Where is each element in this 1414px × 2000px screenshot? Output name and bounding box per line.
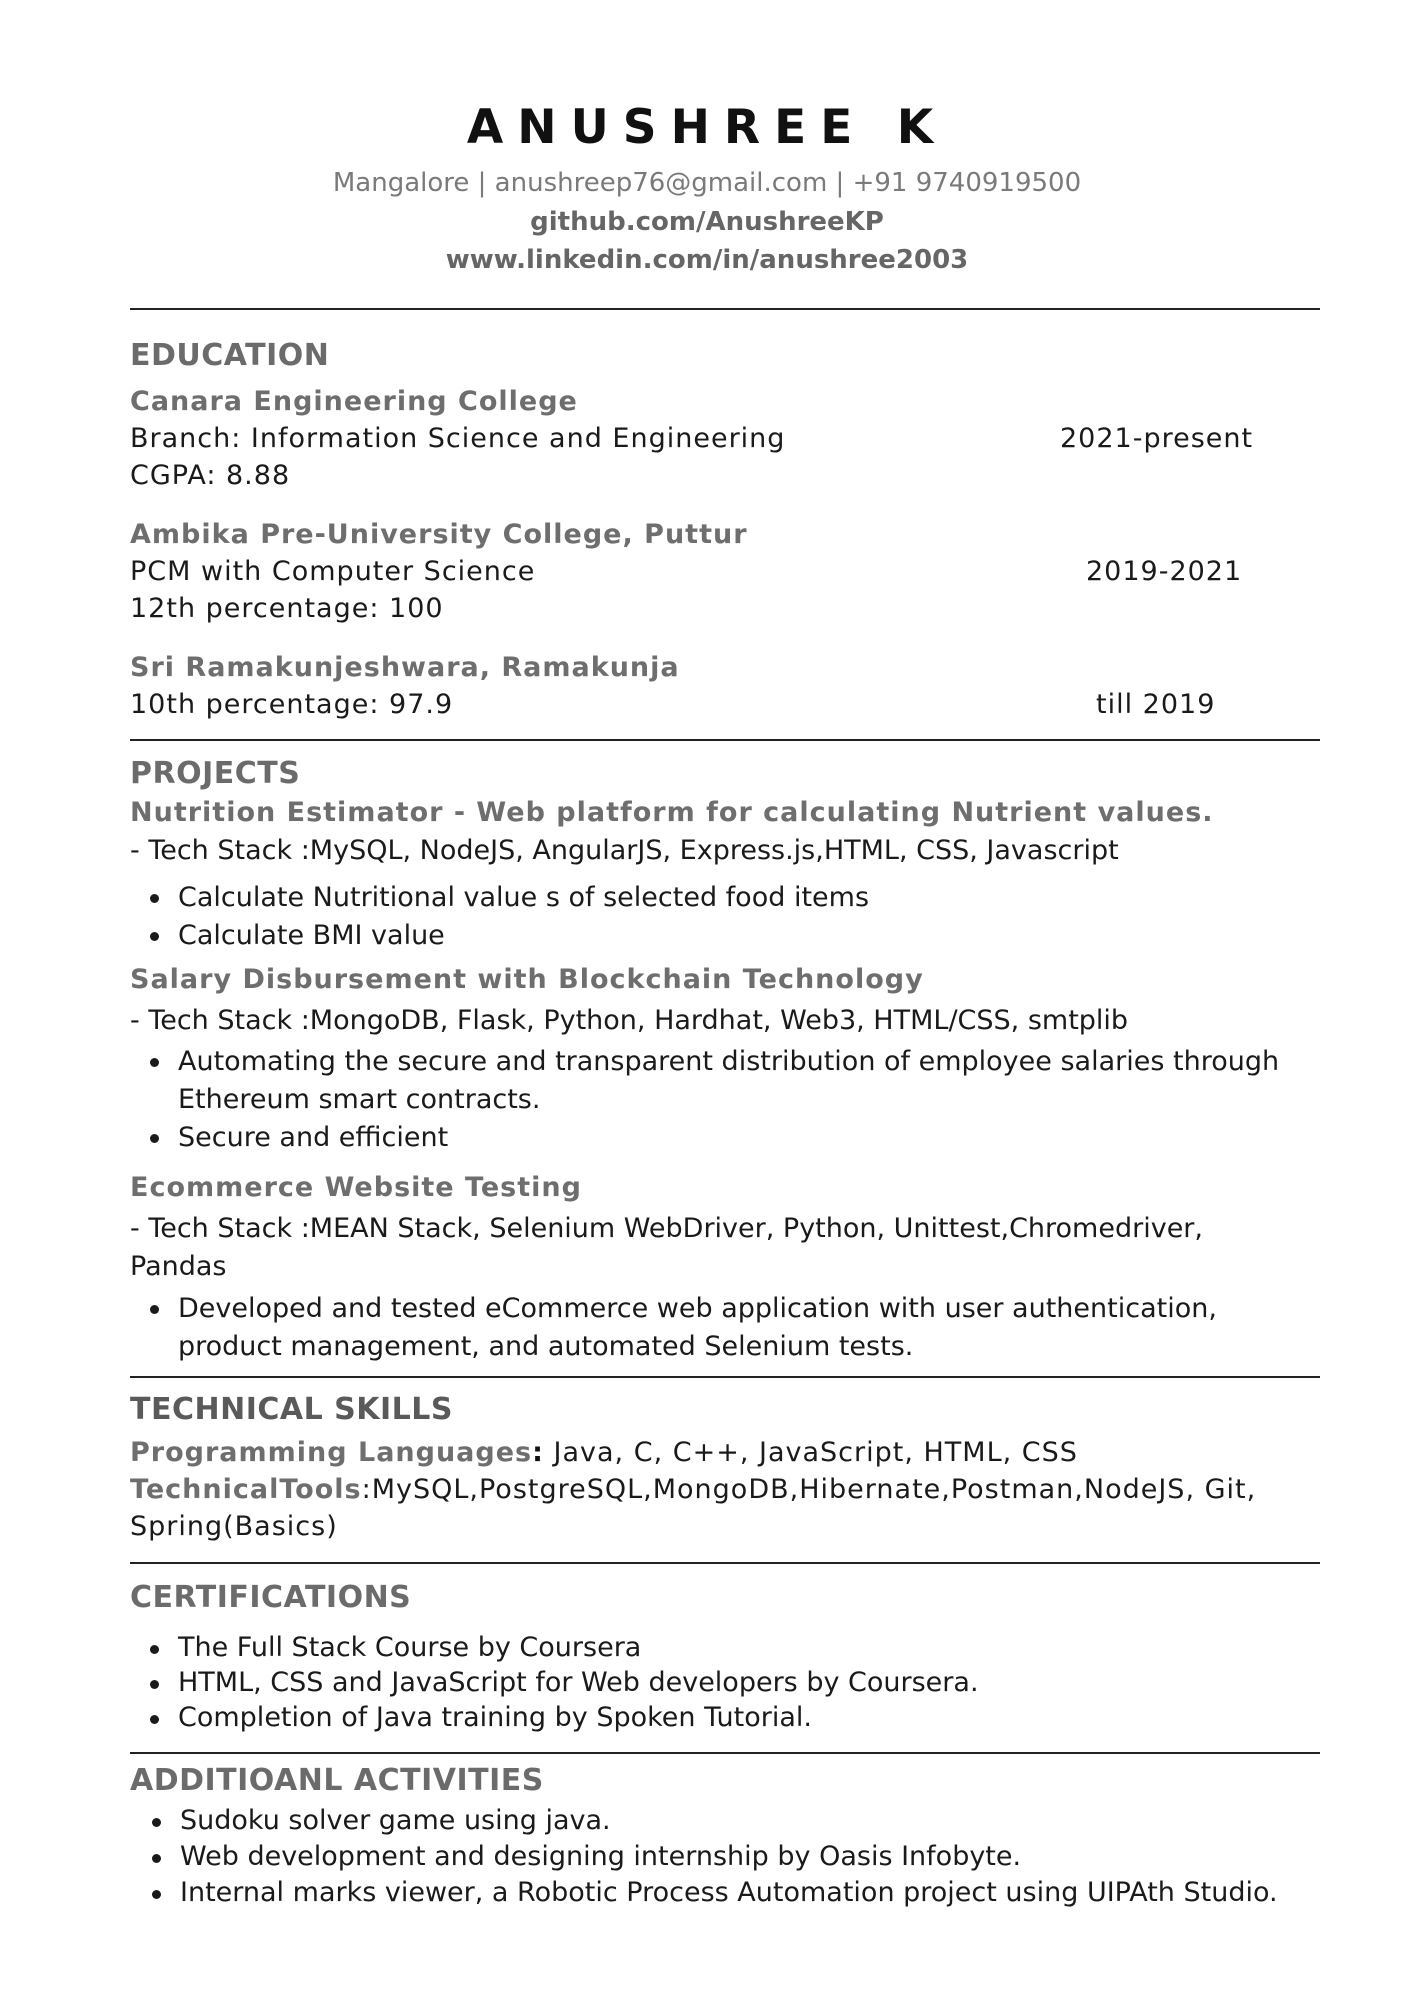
list-item: Completion of Java training by Spoken Tutorial. bbox=[178, 1700, 1318, 1735]
list-item: Developed and tested eCommerce web application with user authentication, product management, and automated Selenium tests. bbox=[178, 1290, 1318, 1366]
linkedin-link[interactable]: www.linkedin.com/in/anushree2003 bbox=[445, 245, 969, 275]
projects-heading: PROJECTS bbox=[130, 756, 301, 791]
project-bullets bbox=[178, 1290, 1318, 1366]
list-item: Sudoku solver game using java. bbox=[180, 1803, 1320, 1839]
skill-label: TechnicalTools bbox=[130, 1474, 362, 1505]
activities-heading: ADDITIOANL ACTIVITIES bbox=[130, 1763, 544, 1798]
education-school: Sri Ramakunjeshwara, Ramakunja bbox=[130, 652, 680, 683]
certifications-heading: CERTIFICATIONS bbox=[130, 1580, 412, 1615]
education-detail: 12th percentage: 100 bbox=[130, 593, 444, 624]
skill-label: Programming Languages bbox=[130, 1437, 533, 1468]
education-school: Ambika Pre-University College, Puttur bbox=[130, 519, 748, 550]
project-bullets bbox=[178, 879, 1318, 955]
education-date: 2019-2021 bbox=[1086, 556, 1243, 587]
divider bbox=[130, 1376, 1320, 1378]
activities-list bbox=[180, 1803, 1320, 1911]
project-title: Ecommerce Website Testing bbox=[130, 1172, 582, 1203]
contact-line: Mangalore | anushreep76@gmail.com | +91 9740919500 bbox=[332, 168, 1082, 198]
certifications-list bbox=[178, 1630, 1318, 1735]
list-item: Calculate BMI value bbox=[178, 917, 1318, 955]
education-detail: 10th percentage: 97.9 bbox=[130, 689, 454, 720]
education-detail: Branch: Information Science and Engineering bbox=[130, 423, 786, 454]
skill-value: :MySQL,PostgreSQL,MongoDB,Hibernate,Postman,NodeJS, Git, Spring(Basics) bbox=[130, 1474, 1257, 1542]
education-heading: EDUCATION bbox=[130, 338, 330, 373]
divider bbox=[130, 1752, 1320, 1754]
skill-value: Java, C, C++, JavaScript, HTML, CSS bbox=[543, 1437, 1078, 1468]
divider bbox=[130, 308, 1320, 310]
list-item: Calculate Nutritional value s of selected food items bbox=[178, 879, 1318, 917]
project-bullets bbox=[178, 1043, 1318, 1157]
skills-heading: TECHNICAL SKILLS bbox=[130, 1392, 453, 1427]
divider bbox=[130, 739, 1320, 741]
list-item: HTML, CSS and JavaScript for Web developers by Coursera. bbox=[178, 1665, 1318, 1700]
candidate-name: ANUSHREE K bbox=[466, 100, 948, 155]
list-item: Secure and efficient bbox=[178, 1119, 1318, 1157]
github-link[interactable]: github.com/AnushreeKP bbox=[530, 207, 884, 237]
list-item: Automating the secure and transparent distribution of employee salaries through Ethereum smart contracts. bbox=[178, 1043, 1318, 1119]
list-item: Internal marks viewer, a Robotic Process Automation project using UIPAth Studio. bbox=[180, 1875, 1320, 1911]
skills-tools bbox=[130, 1471, 1320, 1545]
list-item: The Full Stack Course by Coursera bbox=[178, 1630, 1318, 1665]
project-title: Nutrition Estimator - Web platform for calculating Nutrient values. bbox=[130, 797, 1214, 828]
education-date: 2021-present bbox=[1060, 423, 1254, 454]
project-tech-stack: - Tech Stack :MEAN Stack, Selenium WebDriver, Python, Unittest,Chromedriver, Pandas bbox=[130, 1213, 1203, 1282]
skills-programming: Programming Languages: Java, C, C++, JavaScript, HTML, CSS bbox=[130, 1437, 1078, 1468]
project-tech-stack: - Tech Stack :MySQL, NodeJS, AngularJS, Express.js,HTML, CSS, Javascript bbox=[130, 835, 1119, 866]
education-school: Canara Engineering College bbox=[130, 386, 578, 417]
education-detail: CGPA: 8.88 bbox=[130, 460, 291, 491]
project-tech-stack: - Tech Stack :MongoDB, Flask, Python, Hardhat, Web3, HTML/CSS, smtplib bbox=[130, 1005, 1129, 1036]
list-item: Web development and designing internship by Oasis Infobyte. bbox=[180, 1839, 1320, 1875]
project-title: Salary Disbursement with Blockchain Technology bbox=[130, 964, 924, 995]
divider bbox=[130, 1562, 1320, 1564]
education-date: till 2019 bbox=[1096, 689, 1216, 720]
education-detail: PCM with Computer Science bbox=[130, 556, 536, 587]
